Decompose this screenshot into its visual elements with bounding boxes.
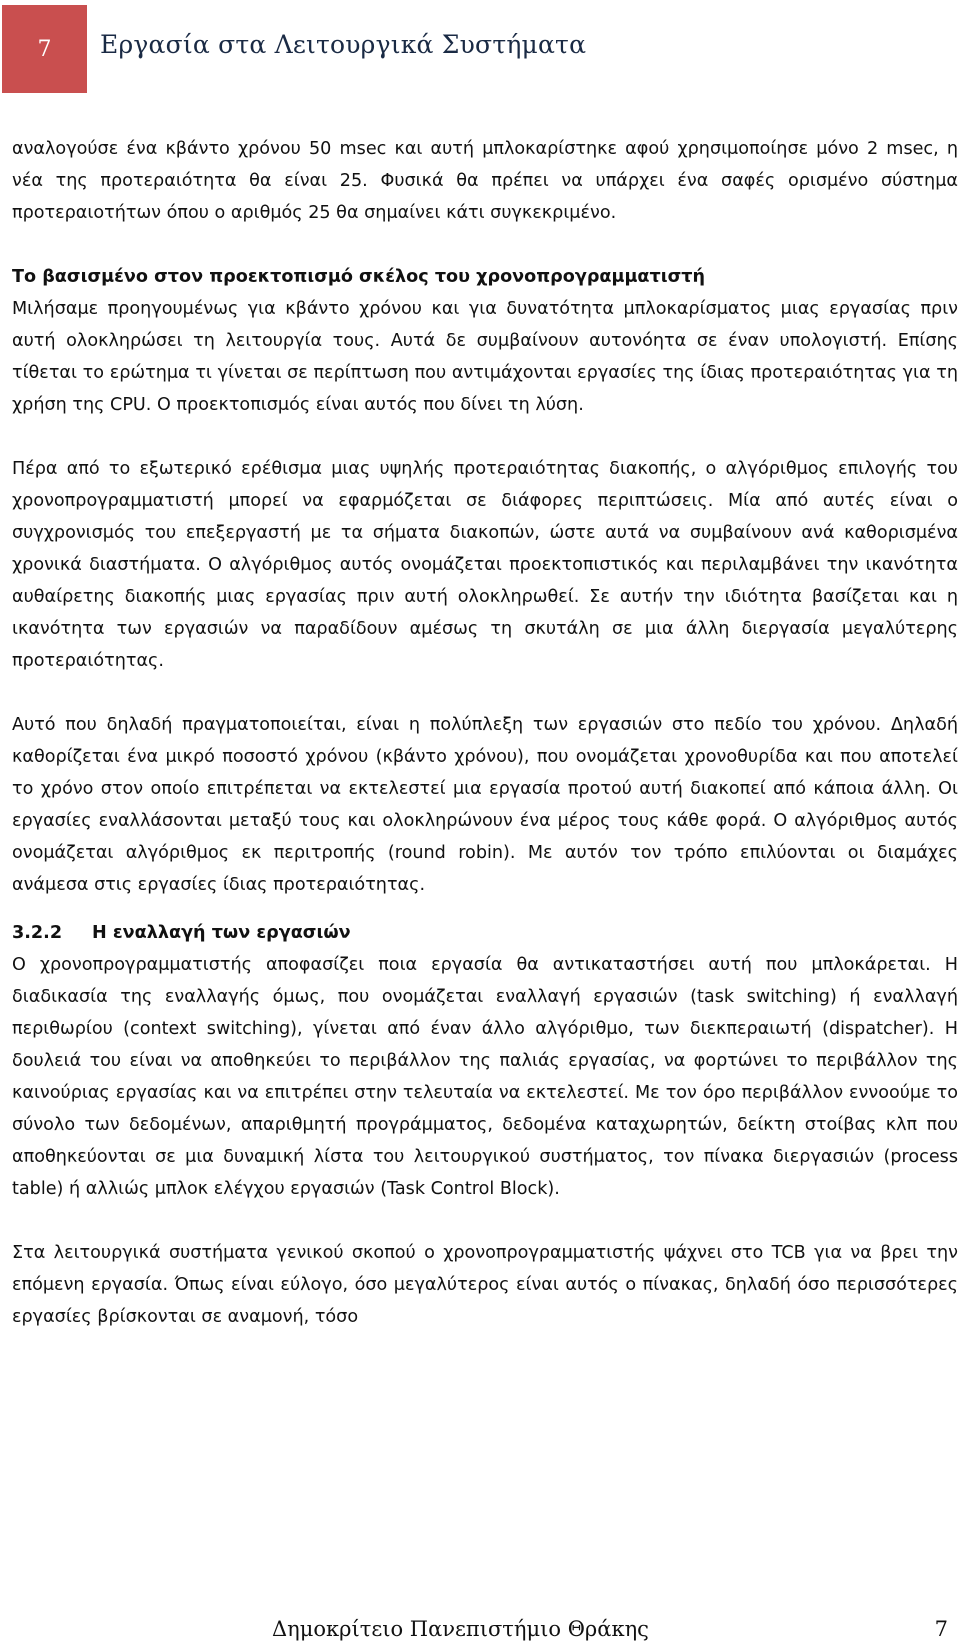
page-footer [0,1617,960,1647]
section-heading-preemption: Το βασισμένο στον προεκτοπισμό σκέλος του χρονοπρογραμματιστή [12,267,706,287]
paragraph-preemptive-algorithm: Πέρα από το εξωτερικό ερέθισμα μιας υψηλής προτεραιότητας διακοπής, ο αλγόριθμος επιλογής του χρονοπρογραμματιστή μπορεί να εφαρμόζεται σε διάφορες περιπτώσεις. Μία από αυτές είναι ο συγχρονισμός του επεξεργαστή με τα σήματα διακοπών, ώστε αυτά να συμβαίνουν ανά καθορισμένα χρονικά διαστήματα. Ο αλγόριθμος αυτός ονομάζεται προεκτοπιστικός και περιλαμβάνει την ικανότητα αυθαίρετης διακοπής μιας εργασίας πριν αυτή ολοκληρωθεί. Σε αυτήν την ιδιότητα βασίζεται και η ικανότητα των εργασιών να παραδίδουν αμέσως τη σκυτάλη σε μια άλλη διεργασία μεγαλύτερης προτεραιότητας. [12,459,958,671]
paragraph-dispatcher: Ο χρονοπρογραμματιστής αποφασίζει ποια εργασία θα αντικαταστήσει αυτή που μπλοκάρεται. Η διαδικασία της εναλλαγής όμως, που ονομάζεται εναλλαγή εργασιών (task switching) ή εναλλαγή περιθωρίου (context switching), γίνεται από έναν άλλο αλγόριθμο, των διεκπεραιωτή (dispatcher). Η δουλειά του είναι να αποθηκεύει το περιβάλλον της παλιάς εργασίας, να φορτώνει το περιβάλλον της καινούριας εργασίας και να επιτρέπει στην τελευταία να εκτελεστεί. Με τον όρο περιβάλλον εννοούμε το σύνολο των δεδομένων, απαριθμητή προγράμματος, δεδομένα καταχωρητών, δείκτη στοίβας κλπ που αποθηκεύονται σε μια δυναμική λίστα του λειτουργικού συστήματος, τον πίνακα διεργασιών (process table) ή αλλιώς μπλοκ ελέγχου εργασιών (Task Control Block). [12,955,958,1199]
page-header [0,0,960,100]
subsection-number: 3.2.2 [12,923,63,943]
running-title: Εργασία στα Λειτουργικά Συστήματα [100,30,587,59]
document-body [12,133,958,1333]
footer-page-number: 7 [934,1617,948,1641]
footer-institution: Δημοκρίτειο Πανεπιστήμιο Θράκης [272,1617,649,1641]
paragraph-tcb: Στα λειτουργικά συστήματα γενικού σκοπού ο χρονοπρογραμματιστής ψάχνει στο TCB για να βρει την επόμενη εργασία. Όπως είναι εύλογο, όσο μεγαλύτερος είναι αυτός ο πίνακας, δηλαδή όσο περισσότερες εργασίες βρίσκονται σε αναμονή, τόσο [12,1243,958,1327]
paragraph-preemption-intro: Μιλήσαμε προηγουμένως για κβάντο χρόνου και για δυνατότητα μπλοκαρίσματος μιας εργασίας πριν αυτή ολοκληρώσει τη λειτουργία τους. Αυτά δε συμβαίνουν αυτονόητα σε έναν υπολογιστή. Επίσης τίθεται το ερώτημα τι γίνεται σε περίπτωση που αντιμάχονται εργασίες της ίδιας προτεραιότητας για τη χρήση της CPU. Ο προεκτοπισμός είναι αυτός που δίνει τη λύση. [12,299,958,415]
subsection-title: Η εναλλαγή των εργασιών [92,923,351,943]
subsection-heading-task-switching [12,917,958,949]
paragraph-continuation: αναλογούσε ένα κβάντο χρόνου 50 msec και αυτή μπλοκαρίστηκε αφού χρησιμοποίησε μόνο 2 msec, η νέα της προτεραιότητα θα είναι 25. Φυσικά θα πρέπει να υπάρχει ένα σαφές ορισμένο σύστημα προτεραιοτήτων όπου ο αριθμός 25 θα σημαίνει κάτι συγκεκριμένο. [12,139,958,223]
page-number-badge: 7 [2,5,87,93]
paragraph-round-robin: Αυτό που δηλαδή πραγματοποιείται, είναι η πολύπλεξη των εργασιών στο πεδίο του χρόνου. Δηλαδή καθορίζεται ένα μικρό ποσοστό χρόνου (κβάντο χρόνου), που ονομάζεται χρονοθυρίδα και που αποτελεί το χρόνο στον οποίο επιτρέπεται να εκτελεστεί μια εργασία προτού αυτή διακοπεί από κάποια άλλη. Οι εργασίες εναλλάσονται μεταξύ τους και ολοκληρώνουν ένα μέρος τους κάθε φορά. Ο αλγόριθμος αυτός ονομάζεται αλγόριθμος εκ περιτροπής (round robin). Με αυτόν τον τρόπο επιλύονται οι διαμάχες ανάμεσα στις εργασίες ίδιας προτεραιότητας. [12,715,958,895]
